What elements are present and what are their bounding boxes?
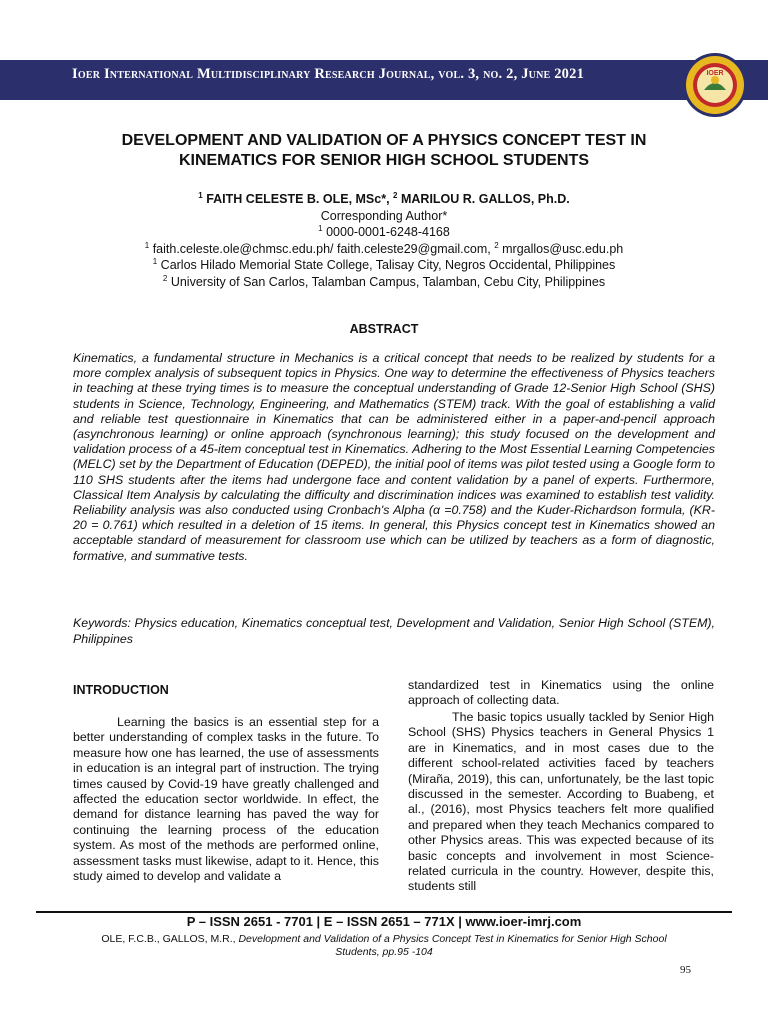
corresponding-author-note: Corresponding Author*: [320, 208, 448, 223]
orcid: $^1$ 0000-0001-6248-4168: [318, 223, 450, 239]
introduction-paragraph-left: Learning the basics is an essential step for a better understanding of complex tasks in the future. To measure how one has learned, the use of assessments in education is an integral part of instruction. The trying times caused by Covid-19 have greatly challenged and affected the education sector worldwide. In effect, the demand for distance learning has paved the way for continuing the learning process of the education system. As most of the methods are performed online, assessment tasks must likewise, adapt to it. Hence, this study aimed to develop and validate a: [73, 715, 379, 884]
logo-text: IOER: [706, 70, 724, 77]
paper-title: [60, 131, 708, 171]
paper-title-line-1: DEVELOPMENT AND VALIDATION OF A PHYSICS CONCEPT TEST IN: [121, 132, 647, 149]
affiliation-1: $^1$ Carlos Hilado Memorial State College, Talisay City, Negros Occidental, Philippines: [152, 256, 616, 272]
introduction-paragraph-right-2: The basic topics usually tackled by Senior High School (SHS) Physics teachers in General Physics 1 are in Kinematics, and in most cases due to the different school-related activities faced by teachers (Miraña, 2019), this can, unfortunately, be the last topic discussed in the semester. According to Buabeng, et al., (2016), most Physics teachers felt more qualified and prepared when they teach Mechanics compared to other Physics areas. This was expected because of its basic concepts and involvement in most Science-related curricula in the country. However, despite this, students still: [408, 710, 714, 894]
journal-title: Ioer International Multidisciplinary Research Journal, vol. 3, no. 2, June 2021: [72, 66, 585, 82]
introduction-heading: INTRODUCTION: [73, 683, 169, 697]
abstract-text: Kinematics, a fundamental structure in Mechanics is a critical concept that needs to be realized by students for a more complex analysis of subsequent topics in Physics. One way to determine the effectiveness of Physics teachers in teaching at these trying times is to measure the conceptual understanding of Grade 12-Senior High School (SHS) students in Science, Technology, Engineering, and Mathematics (STEM) track. With the goal of establishing a valid and reliable test questionnaire in Kinematics that can be administered either in a paper-and-pencil approach (asynchronous learning) or online approach (synchronous learning); this study focused on the development and validation process of a 45-item conceptual test in Kinematics. Adhering to the Most Essential Learning Competencies (MELC) set by the Department of Education (DEPED), the initial pool of items was pilot tested using a Google form to 110 SHS students after the items had undergone face and content validation by a panel of experts. Furthermore, Classical Item Analysis by calculating the difficulty and discrimination indices was examined to establish test validity. Reliability analysis was also conducted using Cronbach's Alpha (α =0.758) and the Kuder-Richardson formula, (KR-20 = 0.761) which resulted in a deletion of 15 items. In general, this Physics concept test in Kinematics showed an acceptable standard of measurement for classroom use which can be utilized by teachers as a form of diagnostic, formative, and summative tests.: [73, 351, 715, 563]
author-block: [60, 191, 708, 290]
keywords: Keywords: Physics education, Kinematics conceptual test, Development and Validation, Senior High School (STEM), Philippines: [73, 616, 715, 646]
journal-logo: [682, 52, 748, 118]
affiliation-2: $^2$ University of San Carlos, Talamban Campus, Talamban, Cebu City, Philippines: [162, 273, 606, 289]
introduction-paragraph-right-1: standardized test in Kinematics using the online approach of collecting data.: [408, 678, 714, 708]
footer-rule: [36, 911, 732, 913]
footer-issn: P – ISSN 2651 - 7701 | E – ISSN 2651 – 771X | www.ioer-imrj.com: [186, 914, 582, 929]
page-number: 95: [680, 964, 691, 976]
paper-title-line-2: KINEMATICS FOR SENIOR HIGH SCHOOL STUDENTS: [178, 152, 590, 169]
author-emails: $^1$ faith.celeste.ole@chmsc.edu.ph/ faith.celeste29@gmail.com, $^2$ mrgallos@usc.edu.ph: [144, 240, 624, 256]
footer-citation: OLE, F.C.B., GALLOS, M.R., Development and Validation of a Physics Concept Test in Kinematics for Senior High School Students, pp.95 -104: [101, 933, 667, 958]
author-names: $^1$ FAITH CELESTE B. OLE, MSc*, $^2$ MARILOU R. GALLOS, Ph.D.: [198, 190, 570, 206]
abstract-heading: ABSTRACT: [349, 322, 419, 336]
